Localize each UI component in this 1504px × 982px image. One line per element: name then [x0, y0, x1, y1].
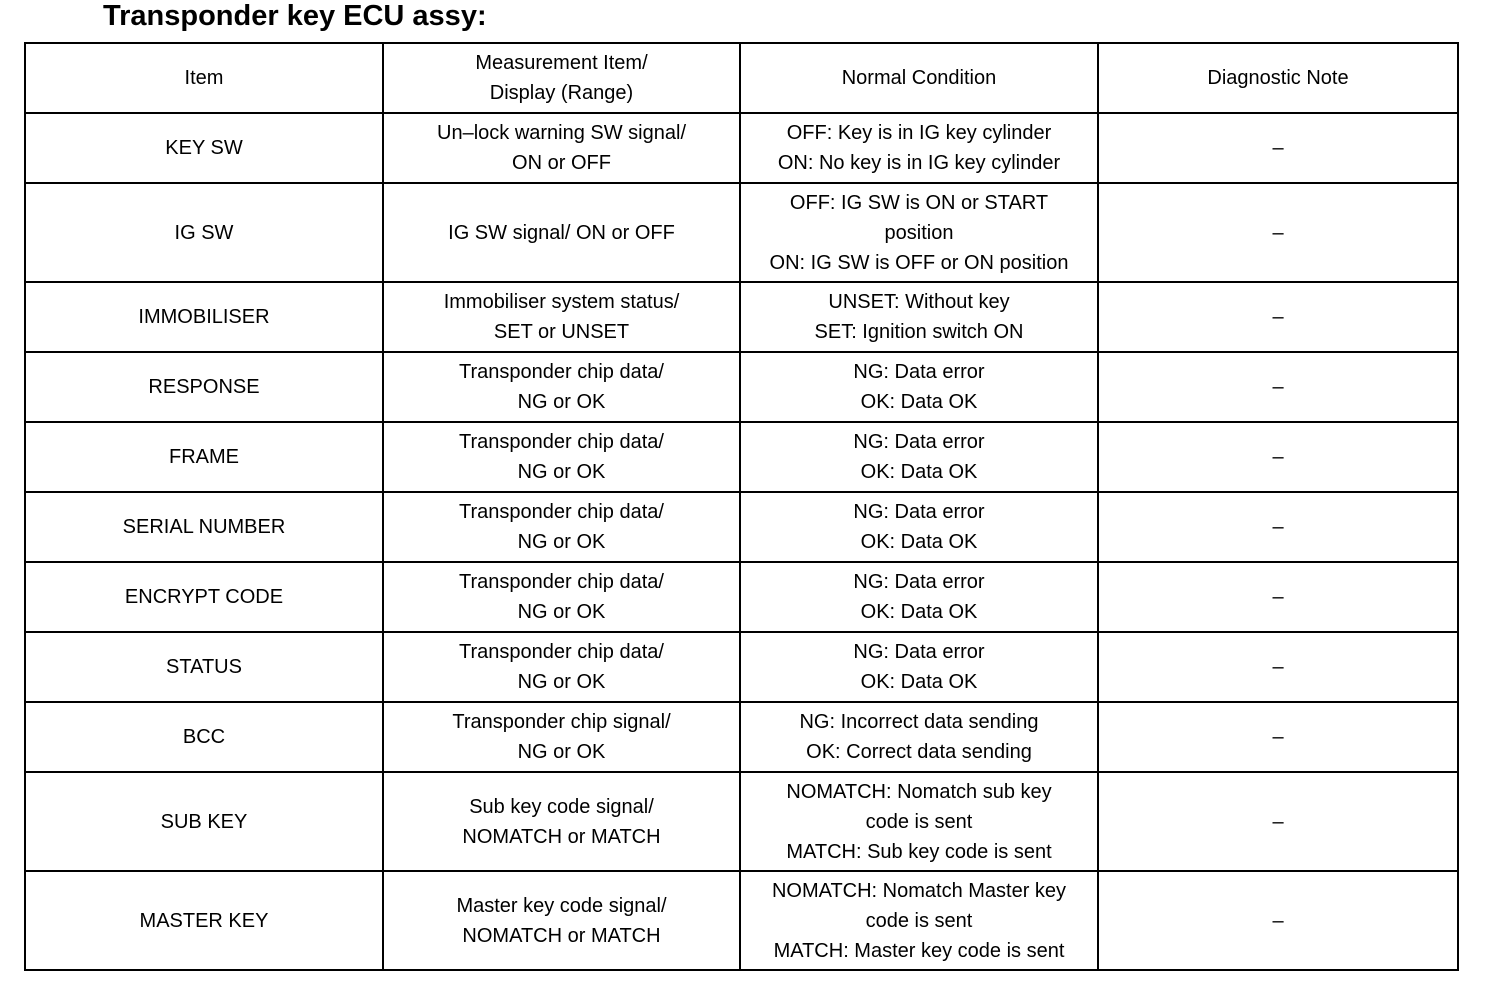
column-header-item: Item [25, 43, 383, 113]
measurement-cell: Master key code signal/ NOMATCH or MATCH [383, 871, 740, 970]
table-row [25, 183, 1458, 282]
measurement-cell: Transponder chip signal/ NG or OK [383, 702, 740, 772]
table-row [25, 871, 1458, 970]
diagnostic-note-cell: – [1098, 702, 1458, 772]
diagnostic-note-cell: – [1098, 113, 1458, 183]
table-row [25, 422, 1458, 492]
normal-condition-cell: NG: Data error OK: Data OK [740, 422, 1098, 492]
page-title: Transponder key ECU assy: [103, 0, 487, 32]
item-cell: STATUS [25, 632, 383, 702]
normal-condition-cell: NG: Data error OK: Data OK [740, 492, 1098, 562]
table-row [25, 632, 1458, 702]
data-list-table [24, 42, 1459, 971]
diagnostic-note-cell: – [1098, 772, 1458, 871]
item-cell: BCC [25, 702, 383, 772]
table-row [25, 282, 1458, 352]
diagnostic-note-cell: – [1098, 562, 1458, 632]
diagnostic-note-cell: – [1098, 871, 1458, 970]
measurement-cell: Un–lock warning SW signal/ ON or OFF [383, 113, 740, 183]
column-header-measurement: Measurement Item/ Display (Range) [383, 43, 740, 113]
item-cell: IG SW [25, 183, 383, 282]
item-cell: SUB KEY [25, 772, 383, 871]
measurement-cell: Transponder chip data/ NG or OK [383, 632, 740, 702]
header-row [25, 43, 1458, 113]
measurement-cell: Transponder chip data/ NG or OK [383, 562, 740, 632]
normal-condition-cell: NG: Data error OK: Data OK [740, 352, 1098, 422]
table-row [25, 562, 1458, 632]
measurement-cell: Transponder chip data/ NG or OK [383, 422, 740, 492]
item-cell: MASTER KEY [25, 871, 383, 970]
table-row [25, 492, 1458, 562]
table-row [25, 772, 1458, 871]
normal-condition-cell: NOMATCH: Nomatch sub key code is sent MATCH: Sub key code is sent [740, 772, 1098, 871]
normal-condition-cell: NG: Data error OK: Data OK [740, 632, 1098, 702]
item-cell: IMMOBILISER [25, 282, 383, 352]
table-row [25, 702, 1458, 772]
normal-condition-cell: OFF: IG SW is ON or START position ON: IG SW is OFF or ON position [740, 183, 1098, 282]
diagnostic-note-cell: – [1098, 183, 1458, 282]
normal-condition-cell: OFF: Key is in IG key cylinder ON: No key is in IG key cylinder [740, 113, 1098, 183]
item-cell: KEY SW [25, 113, 383, 183]
table-body [25, 113, 1458, 970]
item-cell: SERIAL NUMBER [25, 492, 383, 562]
item-cell: ENCRYPT CODE [25, 562, 383, 632]
diagnostic-note-cell: – [1098, 492, 1458, 562]
diagnostic-note-cell: – [1098, 282, 1458, 352]
diagnostic-note-cell: – [1098, 422, 1458, 492]
table-row [25, 352, 1458, 422]
table-row [25, 113, 1458, 183]
normal-condition-cell: NG: Data error OK: Data OK [740, 562, 1098, 632]
item-cell: RESPONSE [25, 352, 383, 422]
measurement-cell: Sub key code signal/ NOMATCH or MATCH [383, 772, 740, 871]
normal-condition-cell: NOMATCH: Nomatch Master key code is sent MATCH: Master key code is sent [740, 871, 1098, 970]
diagnostic-note-cell: – [1098, 352, 1458, 422]
measurement-cell: Transponder chip data/ NG or OK [383, 492, 740, 562]
measurement-cell: IG SW signal/ ON or OFF [383, 183, 740, 282]
normal-condition-cell: NG: Incorrect data sending OK: Correct data sending [740, 702, 1098, 772]
measurement-cell: Immobiliser system status/ SET or UNSET [383, 282, 740, 352]
column-header-normal-condition: Normal Condition [740, 43, 1098, 113]
normal-condition-cell: UNSET: Without key SET: Ignition switch ON [740, 282, 1098, 352]
item-cell: FRAME [25, 422, 383, 492]
measurement-cell: Transponder chip data/ NG or OK [383, 352, 740, 422]
diagnostic-note-cell: – [1098, 632, 1458, 702]
column-header-diagnostic-note: Diagnostic Note [1098, 43, 1458, 113]
